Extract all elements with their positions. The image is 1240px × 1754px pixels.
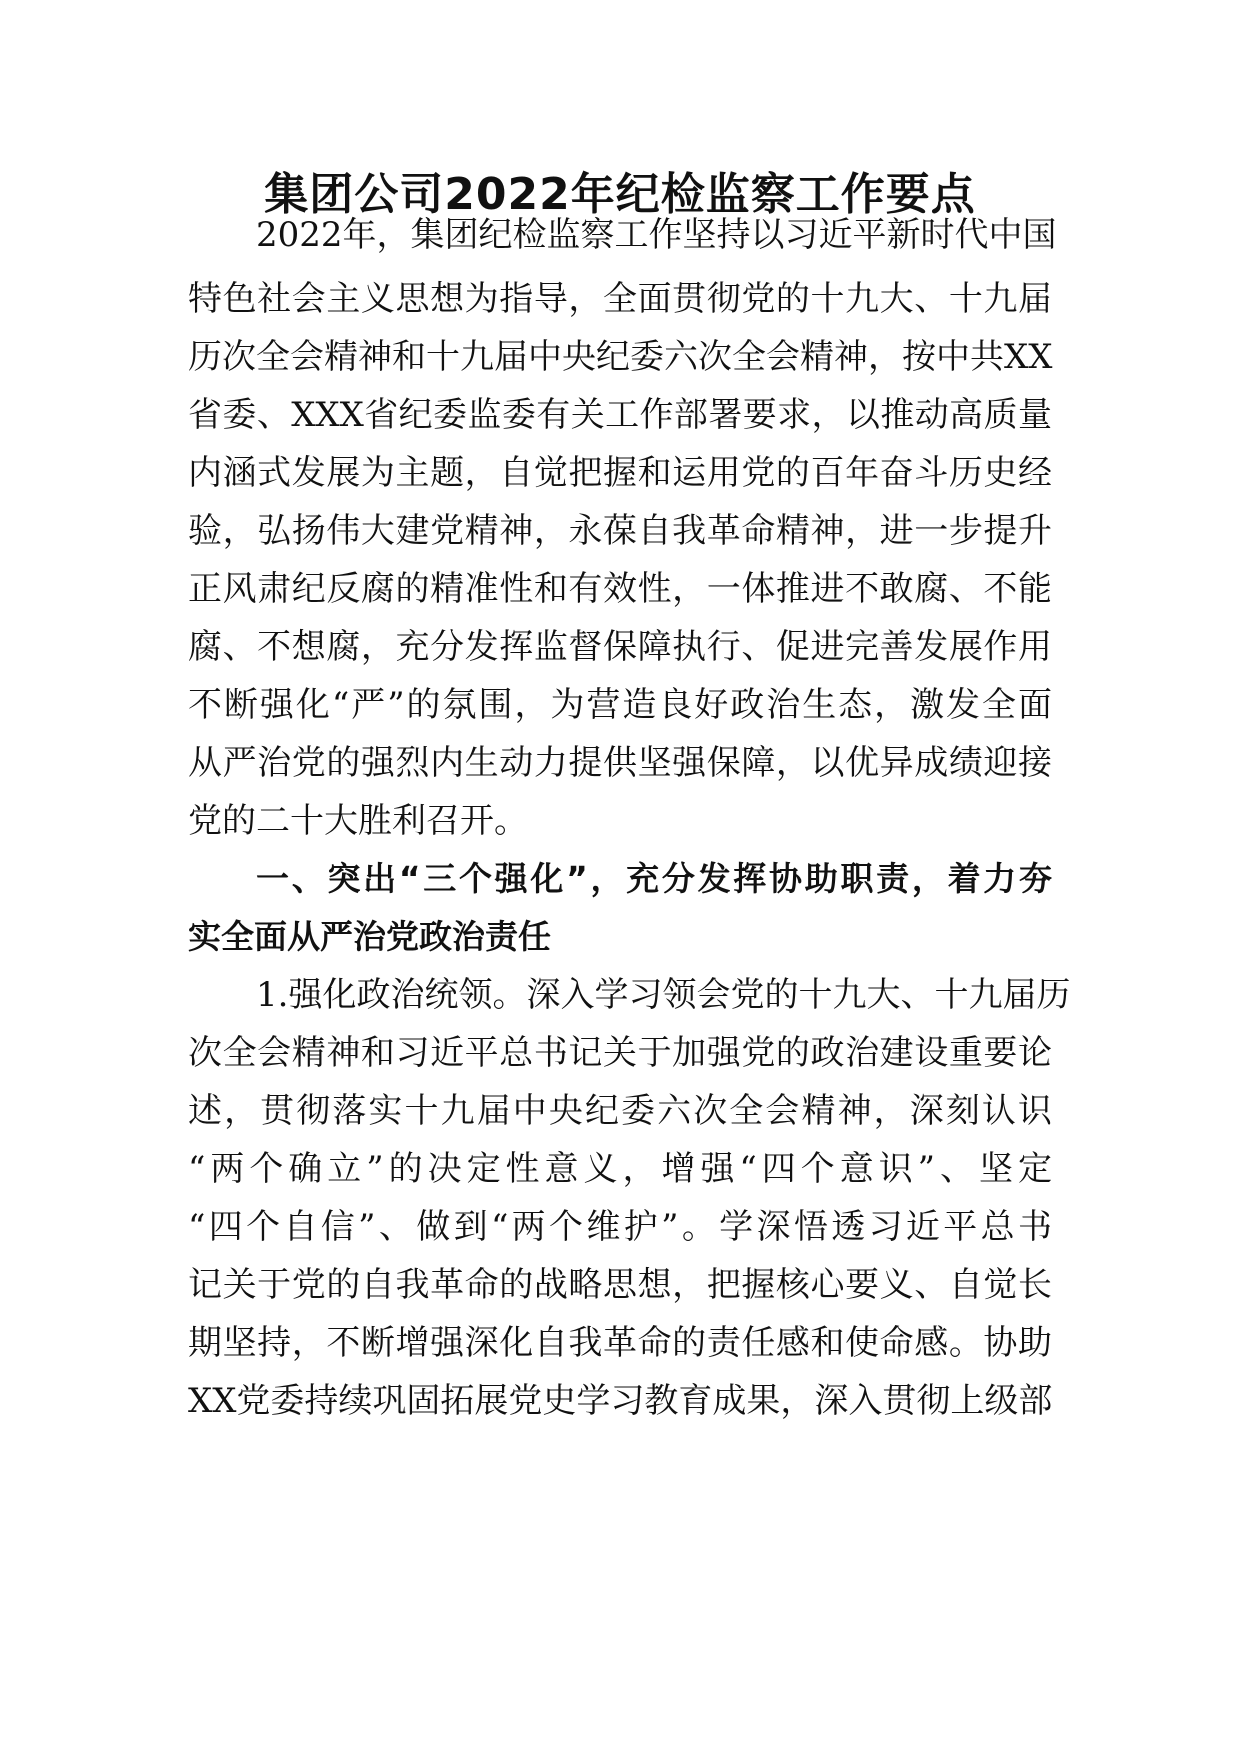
paragraph-line: 腐、不想腐，充分发挥监督保障执行、促进完善发展作用 [188,627,1052,667]
paragraph-line: 1.强化政治统领。深入学习领会党的十九大、十九届历 [256,975,1071,1015]
paragraph-line: XX党委持续巩固拓展党史学习教育成果，深入贯彻上级部 [188,1381,1053,1421]
paragraph-line: “两个确立”的决定性意义，增强“四个意识”、坚定 [188,1149,1052,1189]
paragraph-line: 党的二十大胜利召开。 [188,801,528,841]
paragraph-line: “四个自信”、做到“两个维护”。学深悟透习近平总书 [188,1207,1052,1247]
paragraph-line: 记关于党的自我革命的战略思想，把握核心要义、自觉长 [188,1265,1052,1305]
paragraph-line: 2022年，集团纪检监察工作坚持以习近平新时代中国 [256,215,1057,255]
paragraph-line: 验，弘扬伟大建党精神，永葆自我革命精神，进一步提升 [188,511,1052,551]
paragraph-line: 次全会精神和习近平总书记关于加强党的政治建设重要论 [188,1033,1052,1073]
paragraph-line: 不断强化“严”的氛围，为营造良好政治生态，激发全面 [188,685,1052,725]
paragraph-line: 述，贯彻落实十九届中央纪委六次全会精神，深刻认识 [188,1091,1052,1131]
paragraph-line: 省委、XXX省纪委监委有关工作部署要求，以推动高质量 [188,395,1052,435]
section-heading: 实全面从严治党政治责任 [188,917,551,956]
paragraph-line: 特色社会主义思想为指导，全面贯彻党的十九大、十九届 [188,279,1052,319]
paragraph-line: 从严治党的强烈内生动力提供坚强保障，以优异成绩迎接 [188,743,1052,783]
paragraph-line: 期坚持，不断增强深化自我革命的责任感和使命感。协助 [188,1323,1052,1363]
paragraph-line: 内涵式发展为主题，自觉把握和运用党的百年奋斗历史经 [188,453,1052,493]
section-heading: 一、突出“三个强化”，充分发挥协助职责，着力夯 [256,859,1052,898]
paragraph-line: 历次全会精神和十九届中央纪委六次全会精神，按中共XX [188,337,1053,377]
paragraph-line: 正风肃纪反腐的精准性和有效性，一体推进不敢腐、不能 [188,569,1052,609]
document-title: 集团公司2022年纪检监察工作要点 [264,169,976,220]
